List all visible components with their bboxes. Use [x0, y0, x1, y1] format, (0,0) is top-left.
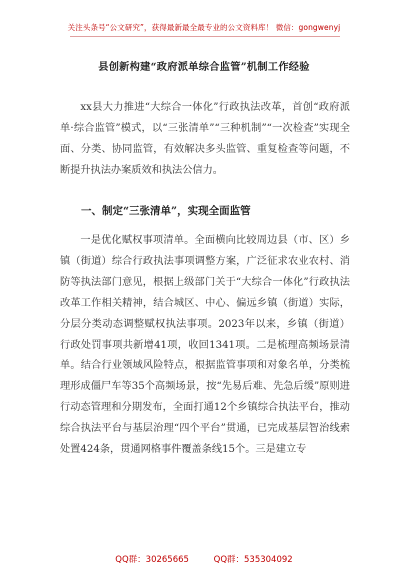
- document-title: 县创新构建“政府派单综合监管”机制工作经验: [98, 61, 310, 73]
- footer: [0, 553, 408, 565]
- footer-qq-group-1: QQ群：30265665: [115, 555, 189, 565]
- footer-qq-group-2: QQ群：535304092: [213, 555, 293, 565]
- header-divider: [70, 36, 340, 37]
- section-paragraph: 一是优化赋权事项清单。全面横向比较周边县（市、区）乡镇（街道）综合行政执法事项调整方案，广泛征求农业农村、消防等执法部门意见，根据上级部门关于“大综合一体化”行政执法改革工作相关精神，结合城区、中心、偏远乡镇（街道）实际，分层分类动态调整赋权执法事项。2023年以来，乡镇（街道）行政处罚事项共新增41项，收回1341项。二是梳理高频场景清单。结合行业领域风险特点，根据监管事项和对象名单，分类梳理形成僵尸车等35个高频场景，按“先易后难、先急后缓”原则进行动态管理和分期发布，全面打通12个乡镇综合执法平台，推动综合执法平台与基层治理“四个平台”贯通，已完成基层智治线索处置424条，贯通网格事件覆盖条线15个。三是建立专: [60, 235, 350, 456]
- section-heading: 一、制定“三张清单”，实现全面监管: [81, 205, 251, 217]
- intro-paragraph: xx县大力推进“大综合一体化”行政执法改革，首创“政府派单·综合监管”模式，以“三张清单”“三种机制”“一次检查”实现全面、分类、协同监管，有效解决多头监管、重复检查等问题，不断提升执法办案质效和执法公信力。: [60, 102, 350, 176]
- header-banner: 关注头条号“公文研究”，获得最新最全最专业的公文资料库！ 微信：gongwenyj: [67, 23, 341, 32]
- document-body: [60, 97, 350, 461]
